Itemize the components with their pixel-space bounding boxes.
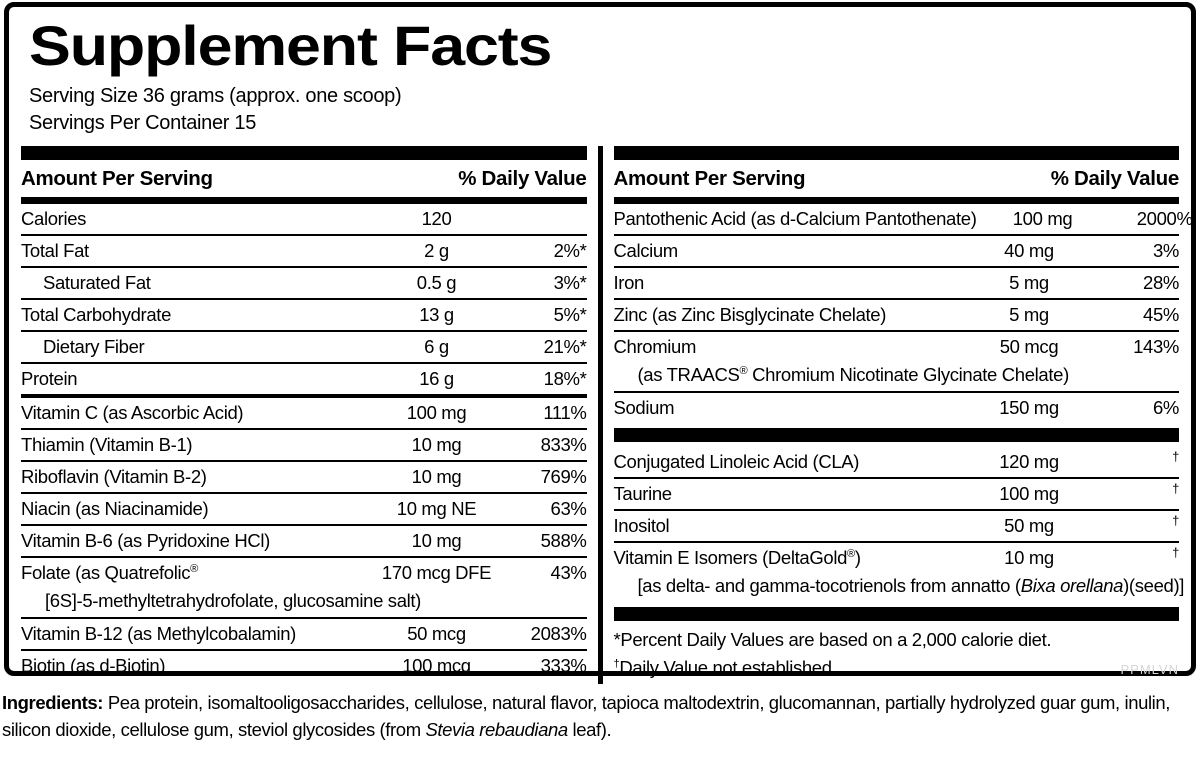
supplement-facts-label bbox=[4, 2, 1196, 676]
table-row bbox=[21, 494, 587, 526]
header-underline-bar bbox=[614, 197, 1180, 204]
table-row bbox=[21, 526, 587, 558]
nutrient-line bbox=[614, 236, 1180, 266]
nutrient-daily-value: 2%* bbox=[553, 240, 587, 261]
table-row bbox=[21, 651, 587, 681]
nutrient-amount: 120 bbox=[421, 208, 452, 229]
column-header-row bbox=[614, 160, 1180, 197]
footnote bbox=[614, 626, 1180, 654]
nutrient-line bbox=[21, 651, 587, 681]
nutrient-daily-value: 43% bbox=[550, 562, 587, 583]
nutrient-label: Inositol bbox=[613, 515, 670, 536]
nutrient-line bbox=[21, 364, 587, 394]
nutrient-label-continued: (as TRAACS® Chromium Nicotinate Glycinate Chelate) bbox=[637, 364, 1069, 385]
nutrient-label: Calcium bbox=[613, 240, 678, 261]
daily-value-header: % Daily Value bbox=[458, 167, 587, 190]
nutrient-label: Zinc (as Zinc Bisglycinate Chelate) bbox=[613, 304, 887, 325]
table-row bbox=[614, 236, 1180, 268]
table-row bbox=[21, 332, 587, 364]
footnote bbox=[614, 654, 1180, 684]
dagger-symbol: † bbox=[1172, 448, 1179, 464]
nutrient-amount: 6 g bbox=[424, 336, 449, 357]
nutrient-line bbox=[21, 558, 587, 588]
nutrient-amount: 13 g bbox=[419, 304, 454, 325]
nutrient-line bbox=[21, 268, 587, 298]
nutrient-daily-value: 2000% bbox=[1136, 208, 1193, 229]
table-row bbox=[614, 300, 1180, 332]
nutrient-label: Conjugated Linoleic Acid (CLA) bbox=[613, 451, 860, 472]
facts-columns bbox=[21, 146, 1193, 684]
nutrient-daily-value: 333% bbox=[540, 655, 587, 676]
nutrient-amount: 10 mg bbox=[411, 434, 462, 455]
nutrient-daily-value: 833% bbox=[540, 434, 587, 455]
nutrient-daily-value: 5%* bbox=[553, 304, 587, 325]
nutrient-label: Dietary Fiber bbox=[43, 336, 145, 357]
nutrient-line bbox=[614, 393, 1180, 423]
table-row bbox=[614, 268, 1180, 300]
nutrient-label: Riboflavin (Vitamin B-2) bbox=[21, 466, 207, 487]
nutrient-amount: 100 mg bbox=[406, 402, 467, 423]
table-row bbox=[21, 558, 587, 619]
nutrient-line bbox=[614, 447, 1180, 477]
dagger-symbol: † bbox=[1172, 480, 1179, 496]
nutrient-label-continued: [6S]-5-methyltetrahydrofolate, glucosamine salt) bbox=[45, 590, 421, 611]
servings-per-container-text: Servings Per Container 15 bbox=[29, 112, 257, 134]
nutrient-line bbox=[614, 511, 1180, 541]
nutrient-amount: 2 g bbox=[424, 240, 449, 261]
table-row bbox=[613, 204, 1193, 236]
nutrient-daily-value: 63% bbox=[550, 498, 587, 519]
nutrient-label: Total Carbohydrate bbox=[21, 304, 172, 325]
nutrient-daily-value: 111% bbox=[543, 402, 587, 423]
table-row bbox=[21, 204, 587, 236]
nutrient-label: Biotin (as d-Biotin) bbox=[21, 655, 166, 676]
facts-title: Supplement Facts bbox=[29, 14, 552, 77]
nutrient-line bbox=[21, 430, 587, 460]
nutrient-label: Thiamin (Vitamin B-1) bbox=[21, 434, 193, 455]
nutrient-label: Vitamin E Isomers (DeltaGold®) bbox=[613, 547, 861, 568]
table-row bbox=[614, 393, 1180, 423]
nutrient-label: Vitamin C (as Ascorbic Acid) bbox=[21, 402, 244, 423]
nutrient-line bbox=[21, 332, 587, 362]
nutrient-amount: 10 mg bbox=[411, 466, 462, 487]
nutrient-label: Folate (as Quatrefolic® bbox=[21, 562, 198, 583]
nutrient-daily-value: 18%* bbox=[543, 368, 587, 389]
nutrient-amount: 5 mg bbox=[1009, 304, 1049, 325]
nutrient-label: Sodium bbox=[613, 397, 675, 418]
table-row bbox=[21, 268, 587, 300]
amount-per-serving-header: Amount Per Serving bbox=[21, 167, 213, 190]
footnote-text: *Percent Daily Values are based on a 2,000 calorie diet. bbox=[613, 629, 1052, 650]
serving-size-text: Serving Size 36 grams (approx. one scoop) bbox=[29, 85, 402, 107]
table-row bbox=[21, 398, 587, 430]
nutrient-label: Calories bbox=[21, 208, 87, 229]
table-row bbox=[21, 462, 587, 494]
nutrient-daily-value: 28% bbox=[1143, 272, 1179, 293]
section-separator-bar bbox=[614, 428, 1180, 442]
amount-per-serving-header: Amount Per Serving bbox=[613, 167, 806, 190]
nutrient-line bbox=[21, 526, 587, 556]
nutrient-daily-value: 21%* bbox=[543, 336, 587, 357]
nutrient-line bbox=[21, 398, 587, 428]
table-row bbox=[21, 430, 587, 462]
footnote-text: †Daily Value not established. bbox=[613, 657, 837, 678]
table-row bbox=[614, 511, 1180, 543]
nutrient-label: Pantothenic Acid (as d-Calcium Pantothenate) bbox=[613, 208, 977, 229]
nutrient-line bbox=[21, 462, 587, 492]
nutrient-daily-value: 3% bbox=[1152, 240, 1179, 261]
nutrient-line bbox=[614, 479, 1180, 509]
nutrient-line bbox=[614, 543, 1180, 573]
header-top-bar bbox=[614, 146, 1180, 160]
nutrient-label: Niacin (as Niacinamide) bbox=[21, 498, 209, 519]
nutrient-label: Vitamin B-6 (as Pyridoxine HCl) bbox=[21, 530, 270, 551]
nutrient-daily-value: 6% bbox=[1152, 397, 1179, 418]
column-header-row bbox=[21, 160, 587, 197]
header-underline-bar bbox=[21, 197, 587, 204]
nutrient-label-continued: [as delta- and gamma-tocotrienols from annatto (Bixa orellana)(seed)] bbox=[637, 575, 1185, 596]
nutrient-amount: 0.5 g bbox=[416, 272, 457, 293]
nutrient-line bbox=[21, 236, 587, 266]
nutrient-amount: 170 mcg DFE bbox=[381, 562, 492, 583]
nutrient-amount: 50 mcg bbox=[999, 336, 1059, 357]
left-nutrient-rows bbox=[21, 204, 587, 681]
watermark-code: PPMLVN bbox=[1120, 662, 1179, 677]
right-nutrient-rows bbox=[613, 204, 1193, 684]
nutrient-amount: 120 mg bbox=[999, 451, 1059, 472]
nutrient-amount: 100 mg bbox=[999, 483, 1059, 504]
table-row bbox=[21, 364, 587, 398]
nutrient-line bbox=[21, 619, 587, 649]
table-row bbox=[613, 543, 1185, 602]
nutrient-daily-value bbox=[1095, 513, 1179, 539]
nutrient-line bbox=[21, 300, 587, 330]
nutrient-daily-value: 143% bbox=[1133, 336, 1179, 357]
nutrient-daily-value bbox=[1095, 449, 1179, 475]
right-column bbox=[613, 146, 1193, 684]
nutrient-label: Protein bbox=[21, 368, 78, 389]
table-row bbox=[614, 332, 1180, 393]
nutrient-amount: 10 mg bbox=[1004, 547, 1054, 568]
nutrient-daily-value: 45% bbox=[1143, 304, 1179, 325]
ingredients-paragraph: Ingredients: Pea protein, isomaltooligosaccharides, cellulose, natural flavor, tapioca maltodextrin, glucomannan, partially hydrolyzed guar gum, inulin, silicon dioxide, cellulose gum, steviol glycosides (from Stevia rebaudiana leaf). bbox=[2, 692, 1171, 740]
nutrient-line bbox=[614, 268, 1180, 298]
nutrient-amount: 150 mg bbox=[999, 397, 1059, 418]
nutrient-amount: 5 mg bbox=[1009, 272, 1049, 293]
table-row bbox=[21, 236, 587, 268]
nutrient-daily-value bbox=[1095, 481, 1179, 507]
nutrient-label: Chromium bbox=[613, 336, 697, 357]
nutrient-line bbox=[614, 300, 1180, 330]
nutrient-daily-value: 769% bbox=[540, 466, 587, 487]
nutrient-amount: 10 mg bbox=[411, 530, 462, 551]
nutrient-amount: 100 mg bbox=[1012, 208, 1073, 229]
nutrient-daily-value bbox=[1095, 545, 1179, 571]
nutrient-daily-value: 2083% bbox=[530, 623, 587, 644]
section-separator-bar bbox=[614, 607, 1180, 621]
dagger-symbol: † bbox=[1172, 512, 1179, 528]
dagger-symbol: † bbox=[1172, 544, 1179, 560]
nutrient-label: Saturated Fat bbox=[43, 272, 151, 293]
nutrient-line bbox=[613, 204, 1193, 234]
nutrient-amount: 10 mg NE bbox=[396, 498, 477, 519]
nutrient-line bbox=[21, 494, 587, 524]
nutrient-label: Iron bbox=[613, 272, 644, 293]
nutrient-label: Vitamin B-12 (as Methylcobalamin) bbox=[21, 623, 296, 644]
header-top-bar bbox=[21, 146, 587, 160]
nutrient-amount: 100 mcg bbox=[402, 655, 471, 676]
nutrient-amount: 50 mg bbox=[1004, 515, 1054, 536]
column-divider bbox=[598, 146, 603, 684]
nutrient-amount: 40 mg bbox=[1004, 240, 1054, 261]
daily-value-header: % Daily Value bbox=[1050, 167, 1179, 190]
nutrient-line bbox=[21, 204, 587, 234]
nutrient-line bbox=[614, 332, 1180, 362]
table-row bbox=[21, 300, 587, 332]
nutrient-label: Taurine bbox=[613, 483, 672, 504]
table-row bbox=[614, 479, 1180, 511]
nutrient-daily-value: 588% bbox=[540, 530, 587, 551]
table-row bbox=[21, 619, 587, 651]
nutrient-amount: 50 mcg bbox=[407, 623, 466, 644]
nutrient-daily-value: 3%* bbox=[553, 272, 587, 293]
table-row bbox=[614, 447, 1180, 479]
nutrient-amount: 16 g bbox=[419, 368, 454, 389]
left-column bbox=[21, 146, 587, 684]
nutrient-label: Total Fat bbox=[21, 240, 89, 261]
